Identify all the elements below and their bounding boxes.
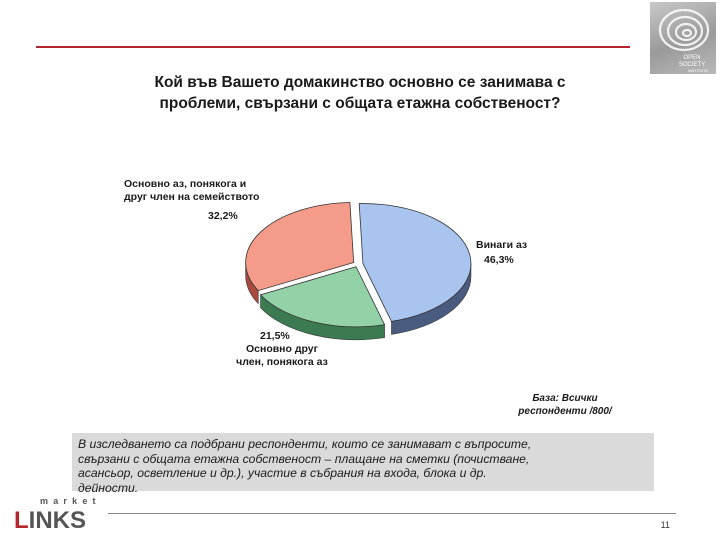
brand-accent-letter: L bbox=[14, 507, 29, 534]
description-line-3: асансьор, осветление и др.), участие в събрания на входа, блока и др. bbox=[78, 466, 487, 481]
description-line-4: дейности. bbox=[78, 480, 139, 495]
slice-label-always-me bbox=[476, 239, 527, 252]
slice-value-other-member: 21,5% bbox=[260, 330, 290, 342]
description-box bbox=[72, 433, 654, 495]
base-note bbox=[470, 392, 660, 418]
bottom-divider bbox=[108, 513, 676, 514]
market-links-logo bbox=[12, 496, 112, 540]
logo-line-1: OPEN bbox=[683, 55, 701, 61]
slice-value-mostly-me: 32,2% bbox=[208, 210, 238, 222]
logo-line-2: SOCIETY bbox=[678, 62, 706, 68]
brand-small-text: market bbox=[40, 496, 101, 506]
slice-label-other-member-line-2: член, понякога аз bbox=[236, 356, 328, 368]
slice-label-mostly-me bbox=[124, 178, 259, 204]
brand-rest-letters: INKS bbox=[28, 507, 87, 534]
slice-label-other-member bbox=[232, 343, 332, 369]
chart-title-line-2: проблеми, свързани с общата етажна собственост? bbox=[159, 95, 561, 112]
slice-value-always-me: 46,3% bbox=[484, 254, 514, 266]
chart-title-line-1: Кой във Вашето домакинство основно се занимава с bbox=[154, 74, 566, 91]
description-line-2: свързани с общата етажна собственост – плащане на сметки (почистване, bbox=[78, 451, 530, 466]
brand-main-text bbox=[14, 507, 86, 535]
slice-label-always-me-line-1: Винаги аз bbox=[476, 239, 528, 251]
slice-label-mostly-me-line-1: Основно аз, понякога и bbox=[124, 178, 247, 190]
slice-label-mostly-me-line-2: друг член на семейството bbox=[124, 191, 260, 203]
base-note-line-1: База: Всички bbox=[532, 393, 598, 404]
logo-line-3: INSTITUTE bbox=[687, 68, 709, 73]
base-note-line-2: респонденти /800/ bbox=[518, 406, 612, 417]
slice-label-other-member-line-1: Основно друг bbox=[245, 343, 319, 355]
page-number: 11 bbox=[660, 520, 670, 530]
description-line-1: В изследването са подбрани респонденти, които се занимават с въпросите, bbox=[78, 437, 532, 451]
